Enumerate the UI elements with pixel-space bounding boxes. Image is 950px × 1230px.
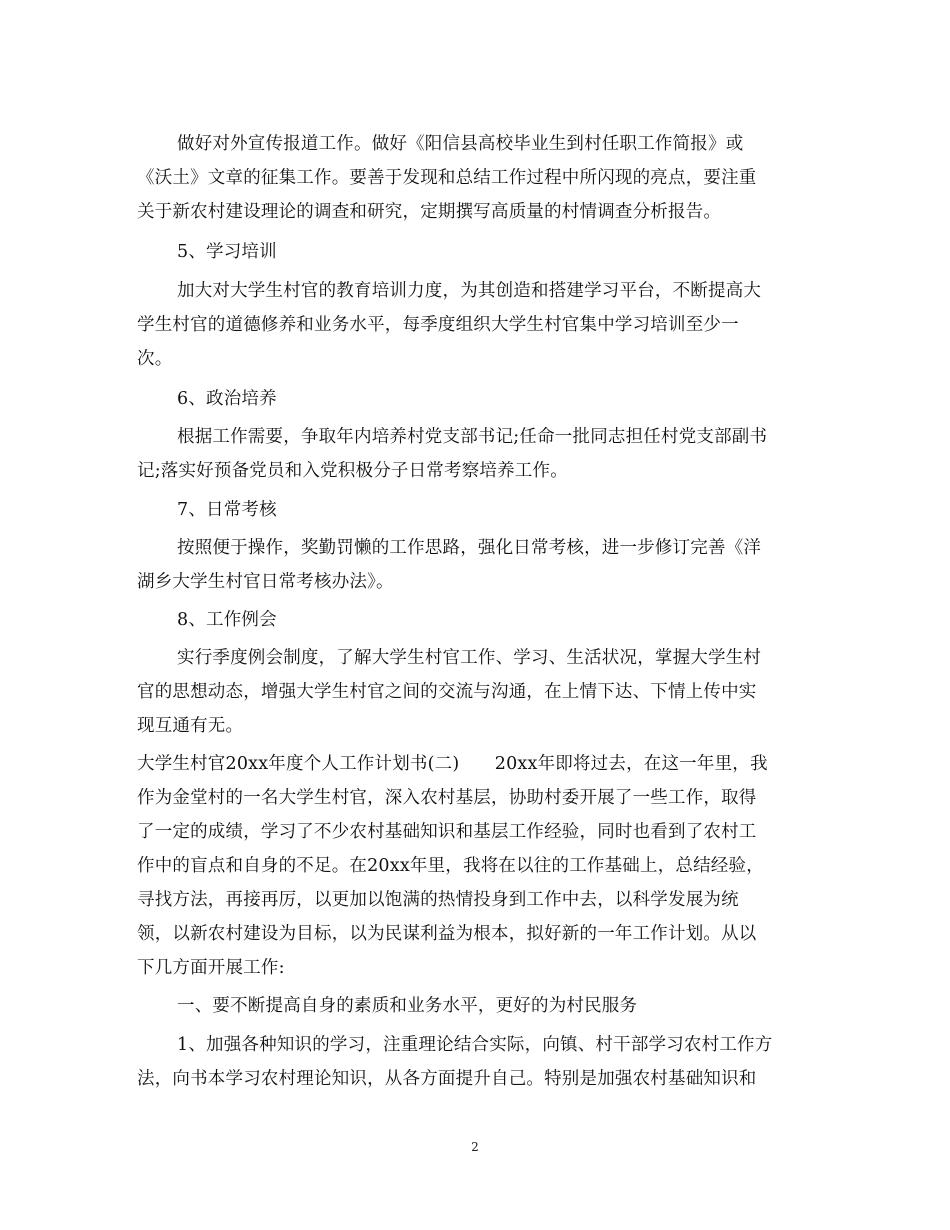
body-text-line: 次。	[137, 349, 173, 369]
body-text-line: 实行季度例会制度，了解大学生村官工作、学习、生活状况，掌握大学生村	[177, 648, 762, 668]
section-heading: 8、工作例会	[177, 610, 277, 630]
body-text-line: 湖乡大学生村官日常考核办法》。	[137, 572, 394, 592]
body-text-line: 记;落实好预备党员和入党积极分子日常考察培养工作。	[137, 461, 568, 481]
body-text-line: 寻找方法，再接再厉，以更加以饱满的热情投身到工作中去，以科学发展为统	[137, 890, 739, 910]
body-text-line: 《沃土》文章的征集工作。要善于发现和总结工作过程中所闪现的亮点，要注重	[137, 168, 757, 188]
section-heading: 5、学习培训	[177, 242, 277, 262]
page-number: 2	[471, 1140, 479, 1154]
body-text-line: 领，以新农村建设为目标，以为民谋利益为根本，拟好新的一年工作计划。从以	[137, 924, 757, 944]
body-text-line: 关于新农村建设理论的调查和研究，定期撰写高质量的村情调查分析报告。	[137, 202, 722, 222]
body-text-line: 根据工作需要，争取年内培养村党支部书记;任命一批同志担任村党支部副书	[177, 427, 768, 447]
body-text-line: 作中的盲点和自身的不足。在20xx年里，我将在以往的工作基础上，总结经验，	[137, 856, 764, 876]
body-text-line: 按照便于操作，奖勤罚懒的工作思路，强化日常考核，进一步修订完善《洋	[177, 538, 762, 558]
body-text-line: 下几方面开展工作:	[137, 958, 285, 978]
body-text-line: 法，向书本学习农村理论知识，从各方面提升自己。特别是加强农村基础知识和	[137, 1069, 757, 1089]
body-text-line: 现互通有无。	[137, 716, 244, 736]
body-text-line: 做好对外宣传报道工作。做好《阳信县高校毕业生到村任职工作简报》或	[177, 134, 744, 154]
section-title-line: 大学生村官20xx年度个人工作计划书(二) 20xx年即将过去，在这一年里，我	[137, 754, 768, 774]
body-text-line: 1、加强各种知识的学习，注重理论结合实际，向镇、村干部学习农村工作方	[177, 1035, 773, 1055]
body-text-line: 作为金堂村的一名大学生村官，深入农村基层，协助村委开展了一些工作，取得	[137, 788, 757, 808]
body-text-line: 加大对大学生村官的教育培训力度，为其创造和搭建学习平台，不断提高大	[177, 281, 762, 301]
body-text-line: 官的思想动态，增强大学生村官之间的交流与沟通，在上情下达、下情上传中实	[137, 682, 757, 702]
body-text-line: 学生村官的道德修养和业务水平，每季度组织大学生村官集中学习培训至少一	[137, 315, 739, 335]
section-heading: 6、政治培养	[177, 389, 277, 409]
section-heading: 7、日常考核	[177, 500, 277, 520]
section-heading: 一、要不断提高自身的素质和业务水平，更好的为村民服务	[177, 996, 638, 1016]
body-text-line: 了一定的成绩，学习了不少农村基础知识和基层工作经验，同时也看到了农村工	[137, 822, 757, 842]
